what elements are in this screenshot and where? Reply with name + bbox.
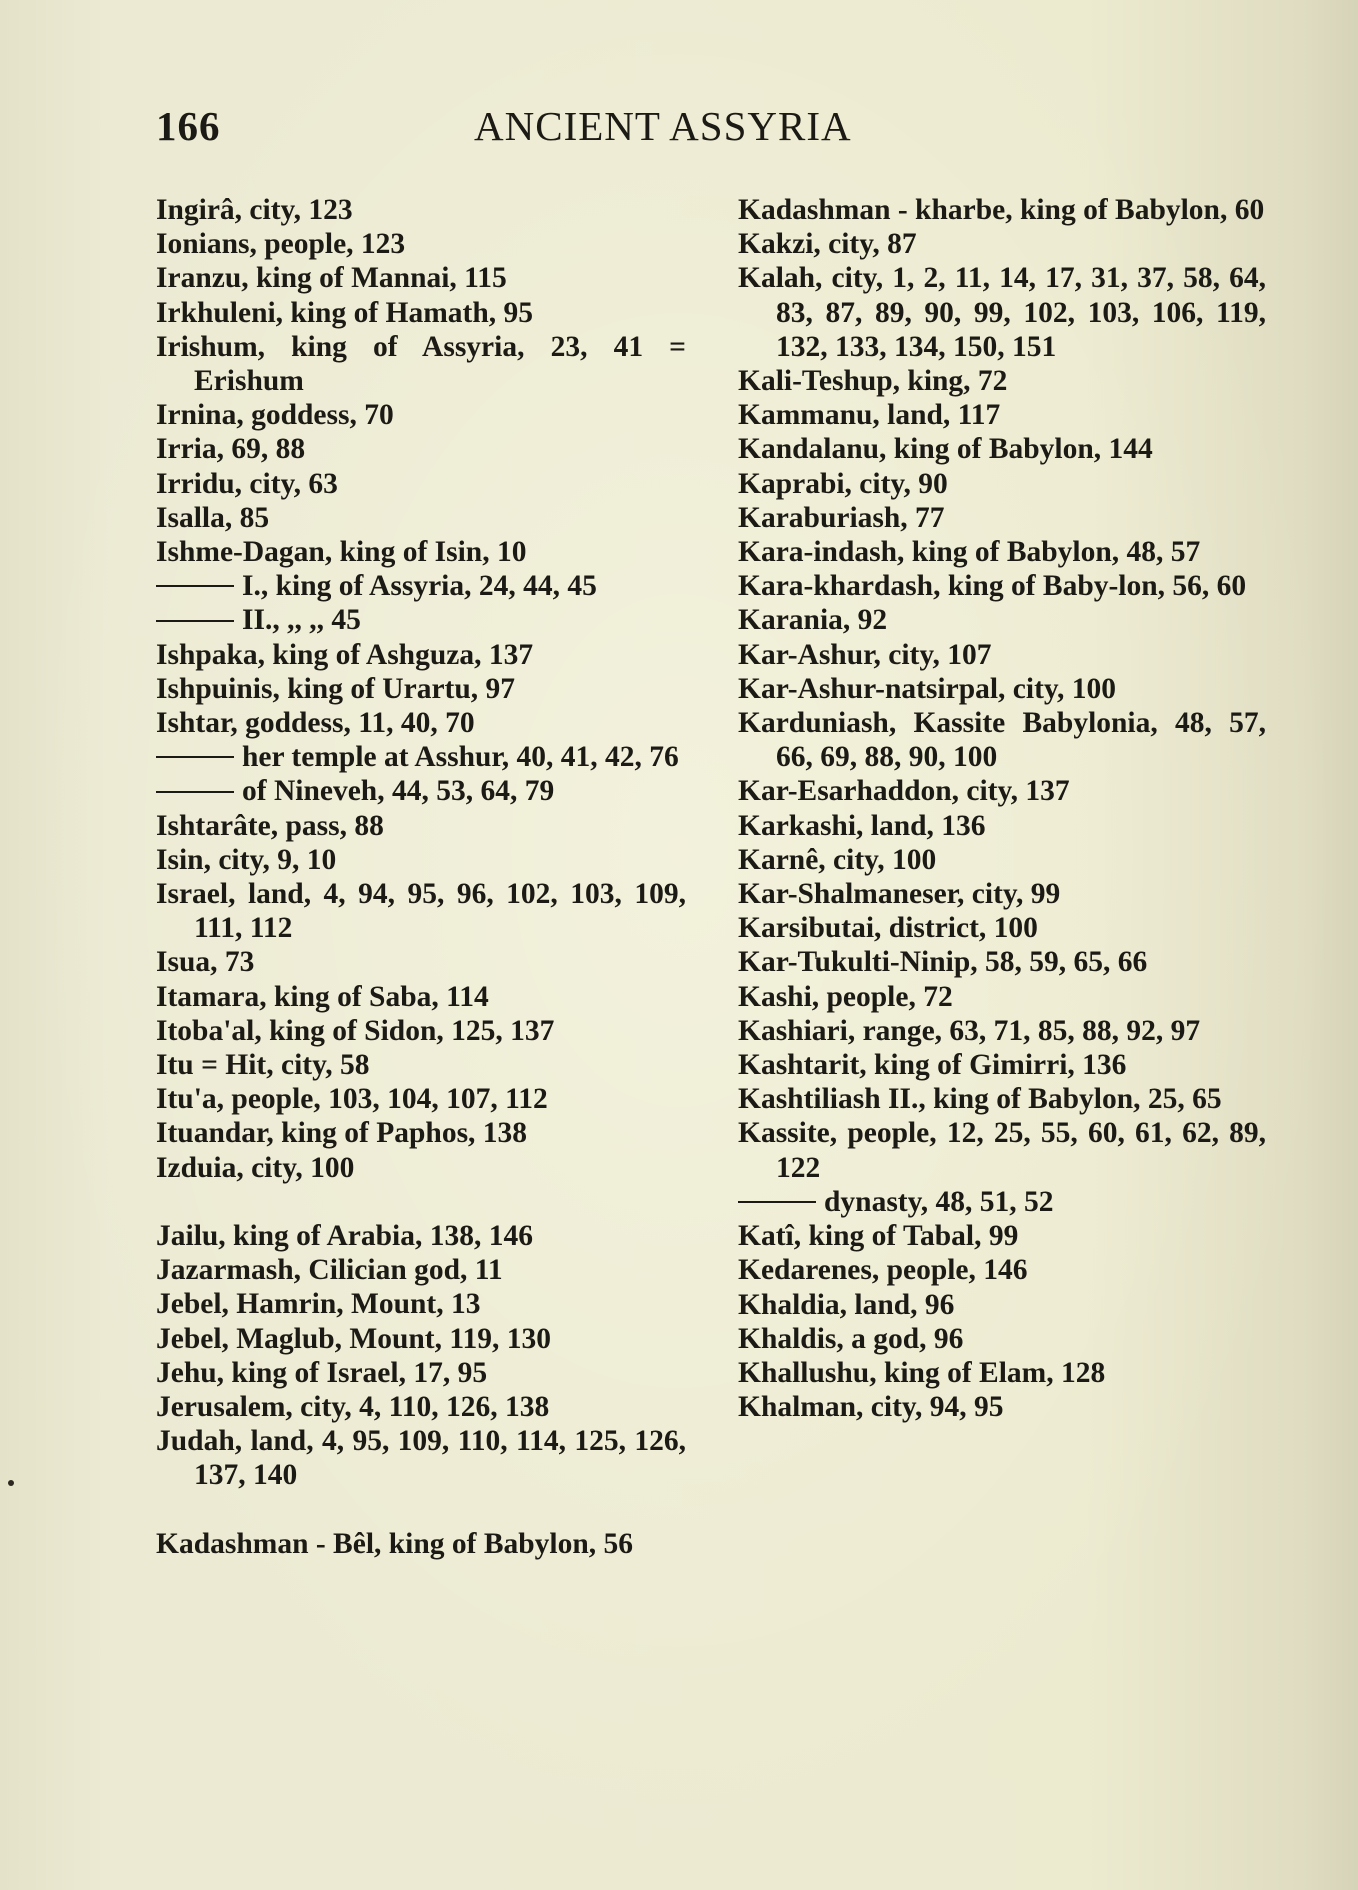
index-entry-text: Isalla, 85 [156, 501, 270, 534]
index-subentry [738, 1185, 1266, 1219]
index-entry [156, 1116, 686, 1150]
index-entry [156, 877, 686, 945]
index-entry [738, 193, 1266, 227]
index-entry-text: Khaldis, a god, 96 [738, 1322, 964, 1355]
index-entry [738, 877, 1266, 911]
index-entry-text: of Nineveh, 44, 53, 64, 79 [242, 775, 555, 808]
index-entry [738, 569, 1266, 603]
index-entry [738, 706, 1266, 774]
index-entry [738, 227, 1266, 261]
ditto-dash [156, 585, 234, 587]
section-gap [156, 1185, 686, 1219]
index-entry [156, 227, 686, 261]
paper-speck [8, 1480, 14, 1486]
index-entry-text: Kassite, people, 12, 25, 55, 60, 61, 62, 89, 122 [738, 1117, 1266, 1184]
index-entry [738, 945, 1266, 979]
index-entry-text: Irishum, king of Assyria, 23, 41 = Erishum [156, 330, 686, 398]
index-entry [156, 1322, 686, 1356]
index-entry [738, 501, 1266, 535]
index-entry-text: Irnina, goddess, 70 [156, 399, 394, 432]
index-entry [156, 672, 686, 706]
index-entry [738, 1390, 1266, 1424]
index-entry [738, 1356, 1266, 1390]
index-subentry [156, 569, 686, 603]
index-entry [156, 980, 686, 1014]
index-entry-text: Kar-Ashur-natsirpal, city, 100 [738, 672, 1117, 705]
index-entry-text: Ishme-Dagan, king of Isin, 10 [156, 536, 527, 569]
ditto-dash [156, 791, 234, 793]
index-entry [738, 535, 1266, 569]
index-entry [156, 1253, 686, 1287]
index-entry-text: Jailu, king of Arabia, 138, 146 [156, 1219, 534, 1252]
index-entry-text: Ishpaka, king of Ashguza, 137 [156, 638, 534, 671]
index-entry [156, 1219, 686, 1253]
index-entry [738, 261, 1266, 364]
index-entry-text: Kakzi, city, 87 [738, 228, 917, 261]
index-entry [738, 603, 1266, 637]
index-entry-text: Jazarmash, Cilician god, 11 [156, 1254, 503, 1287]
index-entry-text: Jehu, king of Israel, 17, 95 [156, 1356, 488, 1389]
index-entry [156, 1151, 686, 1185]
index-entry [156, 467, 686, 501]
index-entry-text: Kashtiliash II., king of Babylon, 25, 65 [738, 1083, 1222, 1116]
index-entry-text: Ishtar, goddess, 11, 40, 70 [156, 707, 475, 740]
index-entry [156, 1048, 686, 1082]
index-entry-text: Jebel, Maglub, Mount, 119, 130 [156, 1322, 551, 1355]
index-entry-text: I., king of Assyria, 24, 44, 45 [242, 570, 597, 603]
index-entry-text: Ishtarâte, pass, 88 [156, 809, 384, 842]
index-entry [738, 980, 1266, 1014]
index-entry [738, 1014, 1266, 1048]
index-entry-text: Izduia, city, 100 [156, 1151, 355, 1184]
index-subentry [156, 603, 686, 637]
index-entry-text: Kashi, people, 72 [738, 980, 953, 1013]
index-entry-text: Kashiari, range, 63, 71, 85, 88, 92, 97 [738, 1014, 1201, 1047]
index-entry [738, 1322, 1266, 1356]
index-entry-text: Itu = Hit, city, 58 [156, 1049, 370, 1082]
index-entry-text: Karaburiash, 77 [738, 501, 945, 534]
index-entry-text: Kar-Ashur, city, 107 [738, 638, 992, 671]
ditto-dash [156, 620, 234, 622]
index-entry-text: Khaldia, land, 96 [738, 1288, 955, 1321]
index-entry-text: Khallushu, king of Elam, 128 [738, 1356, 1106, 1389]
index-entry-text: Iranzu, king of Mannai, 115 [156, 262, 507, 295]
index-entry-text: Karduniash, Kassite Babylonia, 48, 57, 66, 69, 88, 90, 100 [738, 707, 1266, 774]
index-entry [738, 638, 1266, 672]
index-entry [738, 1288, 1266, 1322]
index-entry-text: Katî, king of Tabal, 99 [738, 1220, 1019, 1253]
index-entry [156, 398, 686, 432]
index-column-right [738, 193, 1266, 1424]
index-entry-text: Ingirâ, city, 123 [156, 194, 353, 226]
index-entry [156, 1527, 686, 1561]
index-entry-text: Kammanu, land, 117 [738, 399, 1001, 432]
index-entry [156, 638, 686, 672]
index-entry [156, 809, 686, 843]
index-entry-text: Irria, 69, 88 [156, 433, 306, 466]
index-entry-text: Kadashman - Bêl, king of Babylon, 56 [156, 1527, 634, 1560]
index-subentry [156, 774, 686, 808]
index-entry [156, 330, 686, 398]
index-subentry [156, 740, 686, 774]
index-entry-text: Kadashman - kharbe, king of Babylon, 60 [738, 194, 1265, 226]
index-entry-text: Jebel, Hamrin, Mount, 13 [156, 1288, 481, 1321]
index-entry [156, 296, 686, 330]
index-entry-text: Kara-khardash, king of Baby-lon, 56, 60 [738, 570, 1247, 603]
index-entry [156, 501, 686, 535]
index-entry-text: Itoba'al, king of Sidon, 125, 137 [156, 1014, 555, 1047]
index-entry [738, 364, 1266, 398]
index-entry [738, 1219, 1266, 1253]
page-number: 166 [156, 103, 221, 149]
index-entry [156, 1390, 686, 1424]
index-entry-text: Irkhuleni, king of Hamath, 95 [156, 296, 534, 329]
index-entry [156, 1082, 686, 1116]
section-gap [156, 1493, 686, 1527]
index-entry [738, 672, 1266, 706]
index-entry [738, 1048, 1266, 1082]
index-entry-text: Kar-Shalmaneser, city, 99 [738, 878, 1061, 911]
index-entry-text: Kar-Esarhaddon, city, 137 [738, 775, 1070, 808]
index-entry-text: Irridu, city, 63 [156, 467, 338, 500]
index-entry-text: Judah, land, 4, 95, 109, 110, 114, 125, 126, 137, 140 [156, 1425, 686, 1492]
index-entry-text: Isin, city, 9, 10 [156, 843, 337, 876]
index-entry-text: Karsibutai, district, 100 [738, 912, 1038, 945]
index-entry [156, 1424, 686, 1492]
index-entry-text: Itamara, king of Saba, 114 [156, 980, 489, 1013]
index-entry-text: Israel, land, 4, 94, 95, 96, 102, 103, 109, 111, 112 [156, 878, 686, 945]
index-entry-text: Khalman, city, 94, 95 [738, 1391, 1004, 1424]
index-entry [738, 432, 1266, 466]
index-entry [738, 1082, 1266, 1116]
index-entry-text: Ishpuinis, king of Urartu, 97 [156, 672, 516, 705]
index-entry-text: Kaprabi, city, 90 [738, 467, 948, 500]
index-entry-text: II., ,, ,, 45 [242, 604, 361, 637]
index-entry [156, 432, 686, 466]
index-entry-text: Kedarenes, people, 146 [738, 1254, 1028, 1287]
index-entry [738, 1253, 1266, 1287]
index-entry [156, 1287, 686, 1321]
index-entry-text: Karnê, city, 100 [738, 843, 937, 876]
index-entry-text: Karania, 92 [738, 604, 888, 637]
index-entry [156, 535, 686, 569]
index-entry [156, 843, 686, 877]
index-entry [156, 945, 686, 979]
index-entry [738, 843, 1266, 877]
index-entry-text: Itu'a, people, 103, 104, 107, 112 [156, 1083, 548, 1116]
index-entry [156, 1014, 686, 1048]
index-entry [156, 193, 686, 227]
ditto-dash [156, 756, 234, 758]
index-entry-text: Kara-indash, king of Babylon, 48, 57 [738, 536, 1201, 569]
index-entry [156, 1356, 686, 1390]
index-entry-text: Kandalanu, king of Babylon, 144 [738, 433, 1153, 466]
index-entry [738, 398, 1266, 432]
index-entry-text: dynasty, 48, 51, 52 [824, 1185, 1054, 1218]
index-entry [738, 911, 1266, 945]
index-entry-text: Kali-Teshup, king, 72 [738, 365, 1008, 398]
index-entry-text: Kar-Tukulti-Ninip, 58, 59, 65, 66 [738, 946, 1148, 979]
index-entry-text: Isua, 73 [156, 946, 255, 979]
index-entry-text: Jerusalem, city, 4, 110, 126, 138 [156, 1390, 550, 1423]
index-entry-text: Karkashi, land, 136 [738, 809, 986, 842]
index-entry [156, 706, 686, 740]
index-entry-text: Ionians, people, 123 [156, 228, 406, 261]
index-entry [738, 467, 1266, 501]
index-entry-text: Kalah, city, 1, 2, 11, 14, 17, 31, 37, 58, 64, 83, 87, 89, 90, 99, 102, 103, 106, 119, 132, 133, 134, 150, 151 [738, 262, 1266, 363]
index-entry [738, 1116, 1266, 1184]
index-entry [738, 809, 1266, 843]
ditto-dash [738, 1201, 816, 1203]
index-entry [738, 774, 1266, 808]
index-column-left [156, 193, 686, 1561]
index-entry [156, 261, 686, 295]
index-entry-text: Kashtarit, king of Gimirri, 136 [738, 1049, 1127, 1082]
index-entry-text: her temple at Asshur, 40, 41, 42, 76 [242, 741, 679, 774]
running-head: ANCIENT ASSYRIA [474, 103, 852, 149]
index-entry-text: Ituandar, king of Paphos, 138 [156, 1117, 528, 1150]
